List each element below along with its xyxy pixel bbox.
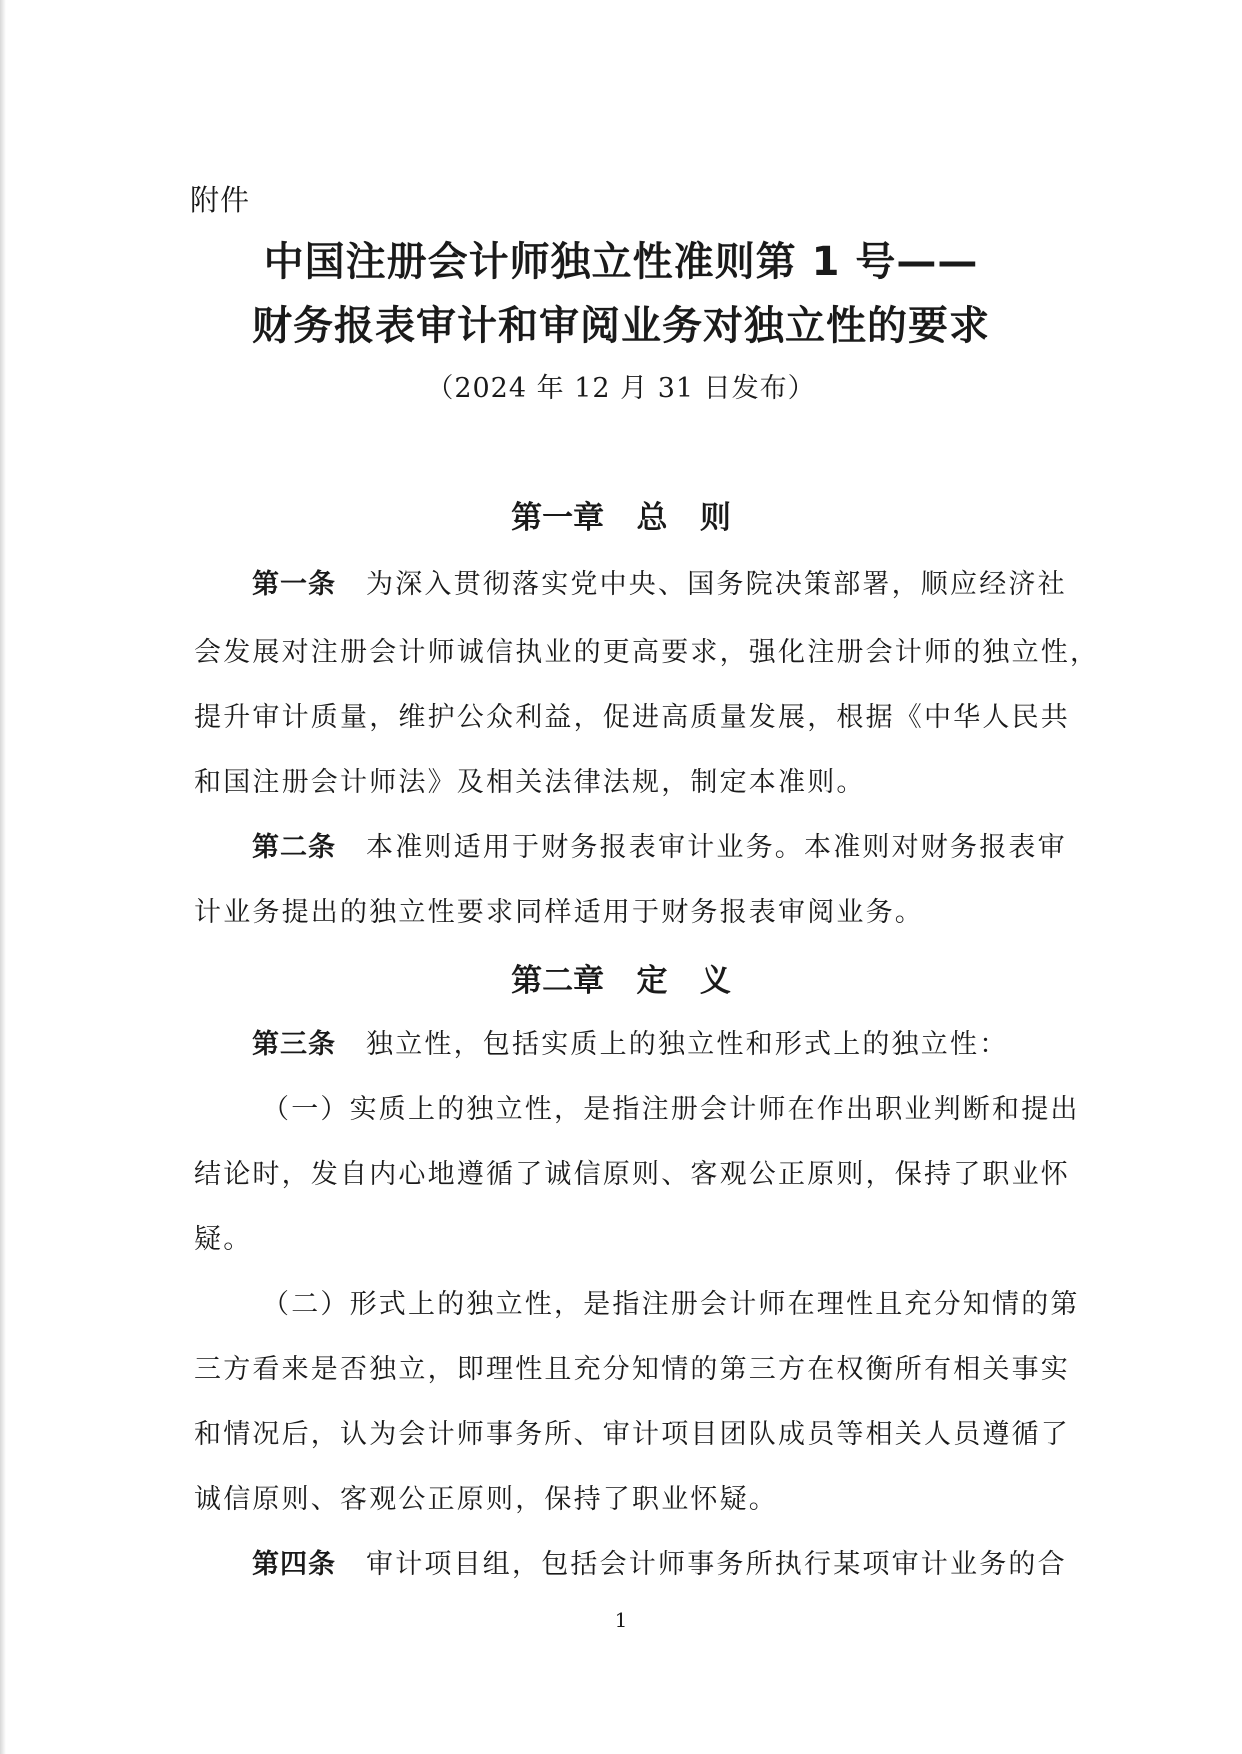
article-3-line-1	[252, 1022, 1008, 1061]
article-3-item-2-line-2: 三方看来是否独立，即理性且充分知情的第三方在权衡所有相关事实	[194, 1354, 1070, 1385]
article-2-line-1	[252, 825, 1067, 864]
publish-date: （2024 年 12 月 31 日发布）	[426, 373, 816, 404]
article-3-item-2-line-1: （二）形式上的独立性，是指注册会计师在理性且充分知情的第	[262, 1289, 1080, 1320]
article-3-item-1-line-2: 结论时，发自内心地遵循了诚信原则、客观公正原则，保持了职业怀	[194, 1159, 1070, 1190]
page-number: 1	[614, 1608, 628, 1632]
article-1-line-2: 会发展对注册会计师诚信执业的更高要求，强化注册会计师的独立性，	[194, 637, 1100, 668]
article-4-label: 第四条	[252, 1549, 336, 1580]
attachment-label: 附件	[190, 183, 251, 217]
document-title-line-1: 中国注册会计师独立性准则第 1 号——	[263, 239, 979, 285]
article-1-text-1: 为深入贯彻落实党中央、国务院决策部署，顺应经济社	[366, 569, 1067, 600]
article-2-label: 第二条	[252, 832, 336, 863]
article-1-line-3: 提升审计质量，维护公众利益，促进高质量发展，根据《中华人民共	[194, 702, 1070, 733]
article-3-item-2-line-3: 和情况后，认为会计师事务所、审计项目团队成员等相关人员遵循了	[194, 1419, 1070, 1450]
chapter-1-heading: 第一章 总 则	[511, 500, 731, 536]
article-3-item-1-line-1: （一）实质上的独立性，是指注册会计师在作出职业判断和提出	[262, 1094, 1080, 1125]
article-3-text-1: 独立性，包括实质上的独立性和形式上的独立性：	[366, 1029, 1009, 1060]
article-1-line-4: 和国注册会计师法》及相关法律法规，制定本准则。	[194, 767, 866, 798]
article-3-item-1-line-3: 疑。	[194, 1224, 253, 1255]
article-1-label: 第一条	[252, 569, 336, 600]
article-3-label: 第三条	[252, 1029, 336, 1060]
article-4-line-1	[252, 1542, 1067, 1581]
article-4-text-1: 审计项目组，包括会计师事务所执行某项审计业务的合	[366, 1549, 1067, 1580]
chapter-2-heading: 第二章 定 义	[511, 963, 731, 999]
article-2-line-2: 计业务提出的独立性要求同样适用于财务报表审阅业务。	[194, 897, 924, 928]
article-2-text-1: 本准则适用于财务报表审计业务。本准则对财务报表审	[366, 832, 1067, 863]
article-1-line-1	[252, 562, 1067, 601]
document-title-line-2: 财务报表审计和审阅业务对独立性的要求	[252, 303, 990, 349]
article-3-item-2-line-4: 诚信原则、客观公正原则，保持了职业怀疑。	[194, 1484, 778, 1515]
